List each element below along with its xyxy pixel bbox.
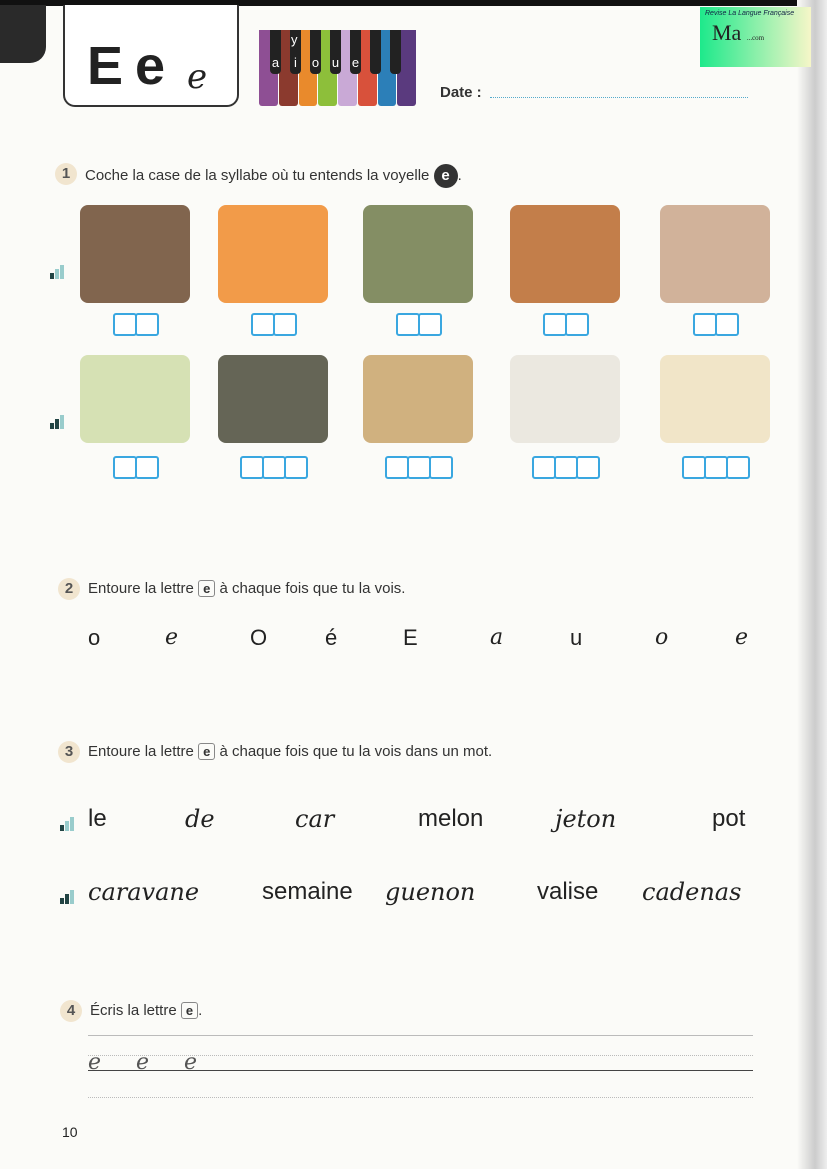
exercise-4-instruction: Écris la lettre e . [90, 1002, 203, 1019]
instruction-text: à chaque fois que tu la vois. [219, 580, 406, 597]
letter-e-box: e [198, 743, 215, 760]
difficulty-icon [60, 890, 74, 904]
letter-e-box: e [181, 1002, 198, 1019]
exercise-number: 1 [55, 163, 77, 185]
exercise-2-instruction [88, 580, 405, 597]
syllable-checkbox[interactable] [543, 313, 567, 336]
syllable-checkbox[interactable] [396, 313, 420, 336]
writing-line [88, 1097, 753, 1098]
syllable-boxes [113, 456, 157, 479]
knee-image [660, 205, 770, 303]
lumberjack-image [218, 355, 328, 443]
letter-item[interactable]: a [490, 625, 504, 650]
letter-card [63, 5, 239, 107]
letter-item[interactable]: O [250, 625, 268, 650]
difficulty-icon [50, 265, 64, 279]
word-item[interactable]: guenon [385, 878, 476, 906]
vowel-key-i: i [290, 30, 301, 74]
exercise-number: 4 [60, 1000, 82, 1022]
syllable-boxes [240, 456, 306, 479]
syllable-boxes [251, 313, 295, 336]
letter-item[interactable]: é [325, 625, 338, 650]
vowel-key-o: o [310, 30, 321, 74]
page-number: 10 [62, 1124, 78, 1140]
syllable-checkbox[interactable] [565, 313, 589, 336]
syllable-checkbox[interactable] [726, 456, 750, 479]
vowel-key-u: u [330, 30, 341, 74]
exercise-3-instruction [88, 743, 492, 760]
syllable-checkbox[interactable] [251, 313, 275, 336]
fireplace-image [510, 355, 620, 443]
vowel-key-y: y [291, 32, 298, 47]
instruction-text: Coche la case de la syllabe où tu entends la voyelle [85, 167, 430, 184]
syllable-checkbox[interactable] [385, 456, 409, 479]
letter-item[interactable]: e [165, 625, 179, 650]
word-item[interactable]: semaine [262, 878, 353, 905]
syllable-checkbox[interactable] [554, 456, 578, 479]
syllable-boxes [532, 456, 598, 479]
exercise-number: 2 [58, 578, 80, 600]
letter-cursive: e [187, 57, 208, 97]
path-image [363, 205, 473, 303]
fennel-image [80, 355, 190, 443]
word-item[interactable]: caravane [88, 878, 200, 906]
syllable-boxes [543, 313, 587, 336]
syllable-checkbox[interactable] [418, 313, 442, 336]
syllable-checkbox[interactable] [273, 313, 297, 336]
instruction-text: Écris la lettre [90, 1002, 177, 1019]
instruction-text: Entoure la lettre [88, 743, 194, 760]
word-item[interactable]: le [88, 805, 107, 832]
word-item[interactable]: valise [537, 878, 599, 905]
letter-lower: e [135, 36, 166, 96]
chapter-tab [0, 5, 46, 63]
syllable-checkbox[interactable] [532, 456, 556, 479]
letter-e-box: e [198, 580, 215, 597]
vowel-key-e: e [350, 30, 361, 74]
syllable-checkbox[interactable] [135, 313, 159, 336]
vowel-key-a: a [270, 30, 281, 74]
syllable-checkbox[interactable] [407, 456, 431, 479]
syllable-checkbox[interactable] [693, 313, 717, 336]
syllable-checkbox[interactable] [429, 456, 453, 479]
syllable-boxes [396, 313, 440, 336]
letter-item[interactable]: o [655, 625, 669, 650]
letter-item[interactable]: o [88, 625, 101, 650]
vowel-e-bubble: e [434, 164, 458, 188]
date-field[interactable] [490, 97, 748, 98]
exercise-1-instruction: Coche la case de la syllabe où tu entends la voyelle e . [85, 164, 462, 188]
syllable-checkbox[interactable] [715, 313, 739, 336]
letter-item[interactable]: u [570, 625, 583, 650]
difficulty-icon [50, 415, 64, 429]
word-item[interactable]: cadenas [642, 878, 742, 906]
syllable-boxes [693, 313, 737, 336]
word-item[interactable]: pot [712, 805, 746, 832]
letter-item[interactable]: E [403, 625, 418, 650]
syllable-checkbox[interactable] [284, 456, 308, 479]
word-item[interactable]: de [185, 805, 215, 833]
melon-image [218, 205, 328, 303]
black-key [390, 30, 401, 74]
letter-item[interactable]: e [735, 625, 749, 650]
letter-upper: E [87, 36, 124, 96]
writing-line [88, 1035, 753, 1036]
writing-model: e e e [88, 1050, 212, 1075]
difficulty-icon [60, 817, 74, 831]
exercise-number: 3 [58, 741, 80, 763]
vowel-piano [259, 30, 417, 106]
syllable-boxes [385, 456, 451, 479]
word-item[interactable]: car [295, 805, 335, 833]
baby-bottle-image [660, 355, 770, 443]
syllable-checkbox[interactable] [135, 456, 159, 479]
syllable-boxes [113, 313, 157, 336]
word-item[interactable]: melon [418, 805, 484, 832]
syllable-checkbox[interactable] [576, 456, 600, 479]
syllable-checkbox[interactable] [704, 456, 728, 479]
padlock-image [363, 355, 473, 443]
horse-image [80, 205, 190, 303]
instruction-text: Entoure la lettre [88, 580, 194, 597]
syllable-boxes [682, 456, 748, 479]
instruction-text: à chaque fois que tu la vois dans un mot. [219, 743, 493, 760]
fox-image [510, 205, 620, 303]
date-label: Date : [440, 84, 482, 101]
site-logo: Revise La Langue Française Ma ...com [700, 7, 811, 67]
syllable-checkbox[interactable] [113, 313, 137, 336]
word-item[interactable]: jeton [555, 805, 617, 833]
black-key [370, 30, 381, 74]
syllable-checkbox[interactable] [262, 456, 286, 479]
page-binding-shadow [797, 0, 827, 1169]
syllable-checkbox[interactable] [113, 456, 137, 479]
syllable-checkbox[interactable] [682, 456, 706, 479]
syllable-checkbox[interactable] [240, 456, 264, 479]
